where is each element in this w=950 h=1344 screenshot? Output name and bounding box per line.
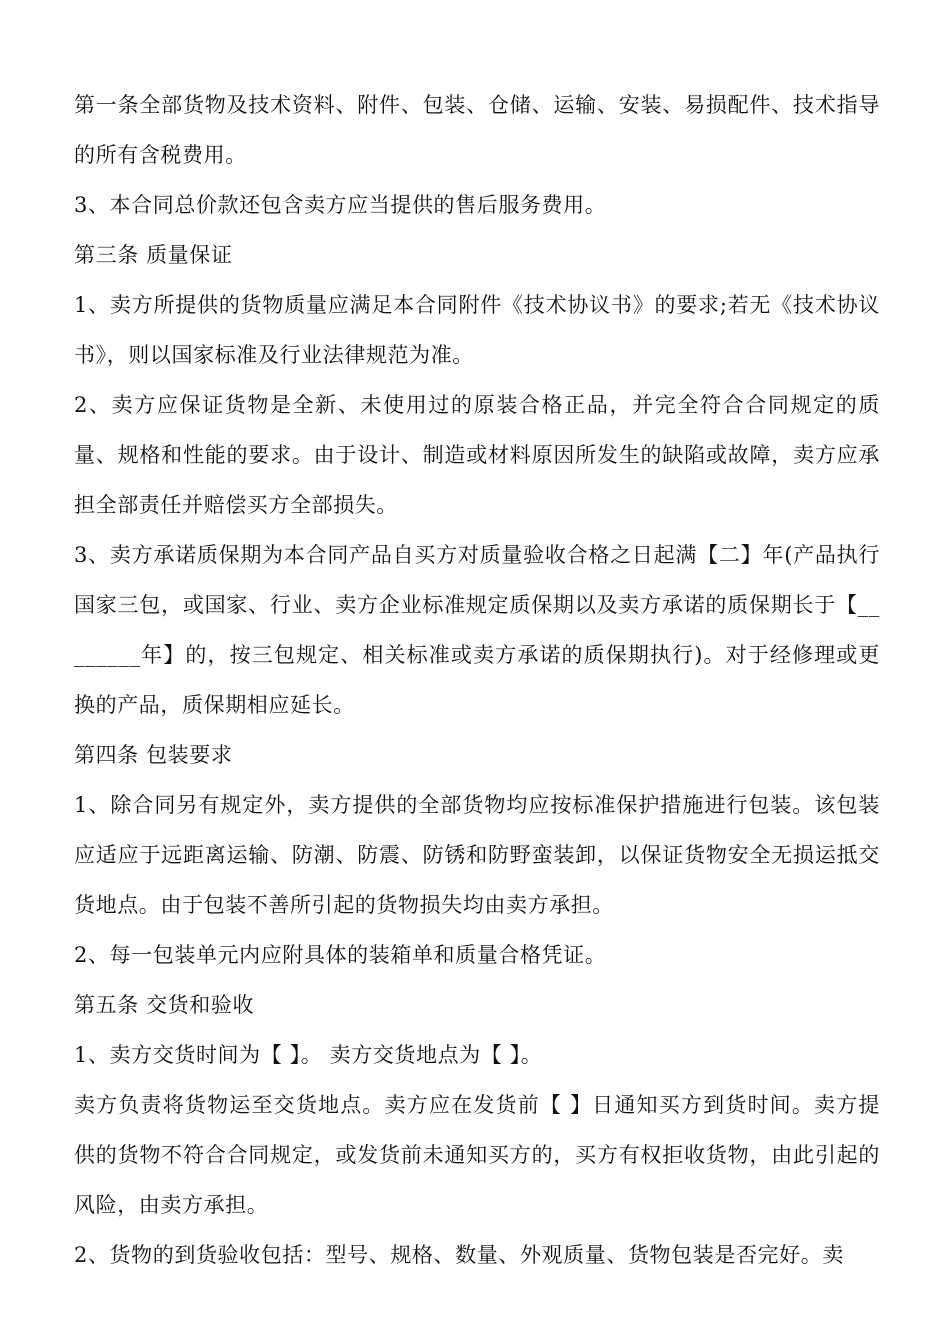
- paragraph-packaging-standard: 1、除合同另有规定外，卖方提供的全部货物均应按标准保护措施进行包装。该包装应适应于远距离运输、防潮、防震、防锈和防野蛮装卸，以保证货物安全无损运抵交货地点。由于包装不善所引起的货物损失均由卖方承担。: [74, 793, 880, 917]
- paragraph-article-1-scope: 第一条全部货物及技术资料、附件、包装、仓储、运输、安装、易损配件、技术指导的所有含税费用。: [74, 93, 880, 167]
- paragraph-acceptance-check: 2、货物的到货验收包括：型号、规格、数量、外观质量、货物包装是否完好。卖: [74, 1243, 844, 1267]
- paragraph-after-sales-fee: 3、本合同总价款还包含卖方应当提供的售后服务费用。: [74, 193, 607, 217]
- document-page: [74, 80, 880, 1280]
- heading-article-5: 第五条 交货和验收: [74, 993, 255, 1017]
- paragraph-delivery-notice: 卖方负责将货物运至交货地点。卖方应在发货前【 】日通知买方到货时间。卖方提供的货物不符合合同规定，或发货前未通知买方的，买方有权拒收货物，由此引起的风险，由卖方承担。: [74, 1093, 880, 1217]
- paragraph-delivery-time-place: 1、卖方交货时间为【 】。 卖方交货地点为【 】。: [74, 1043, 543, 1067]
- paragraph-warranty-period: 3、卖方承诺质保期为本合同产品自买方对质量验收合格之日起满【二】年(产品执行国家三包，或国家、行业、卖方企业标准规定质保期以及卖方承诺的质保期长于【________年】的，按三包规定、相关标准或卖方承诺的质保期执行)。对于经修理或更换的产品，质保期相应延长。: [74, 543, 880, 717]
- heading-article-3: 第三条 质量保证: [74, 243, 233, 267]
- heading-article-4: 第四条 包装要求: [74, 743, 233, 767]
- paragraph-goods-guarantee: 2、卖方应保证货物是全新、未使用过的原装合格正品，并完全符合合同规定的质量、规格和性能的要求。由于设计、制造或材料原因所发生的缺陷或故障，卖方应承担全部责任并赔偿买方全部损失。: [74, 393, 880, 517]
- paragraph-packing-list: 2、每一包装单元内应附具体的装箱单和质量合格凭证。: [74, 943, 607, 967]
- paragraph-quality-standard: 1、卖方所提供的货物质量应满足本合同附件《技术协议书》的要求;若无《技术协议书》，则以国家标准及行业法律规范为准。: [74, 293, 880, 367]
